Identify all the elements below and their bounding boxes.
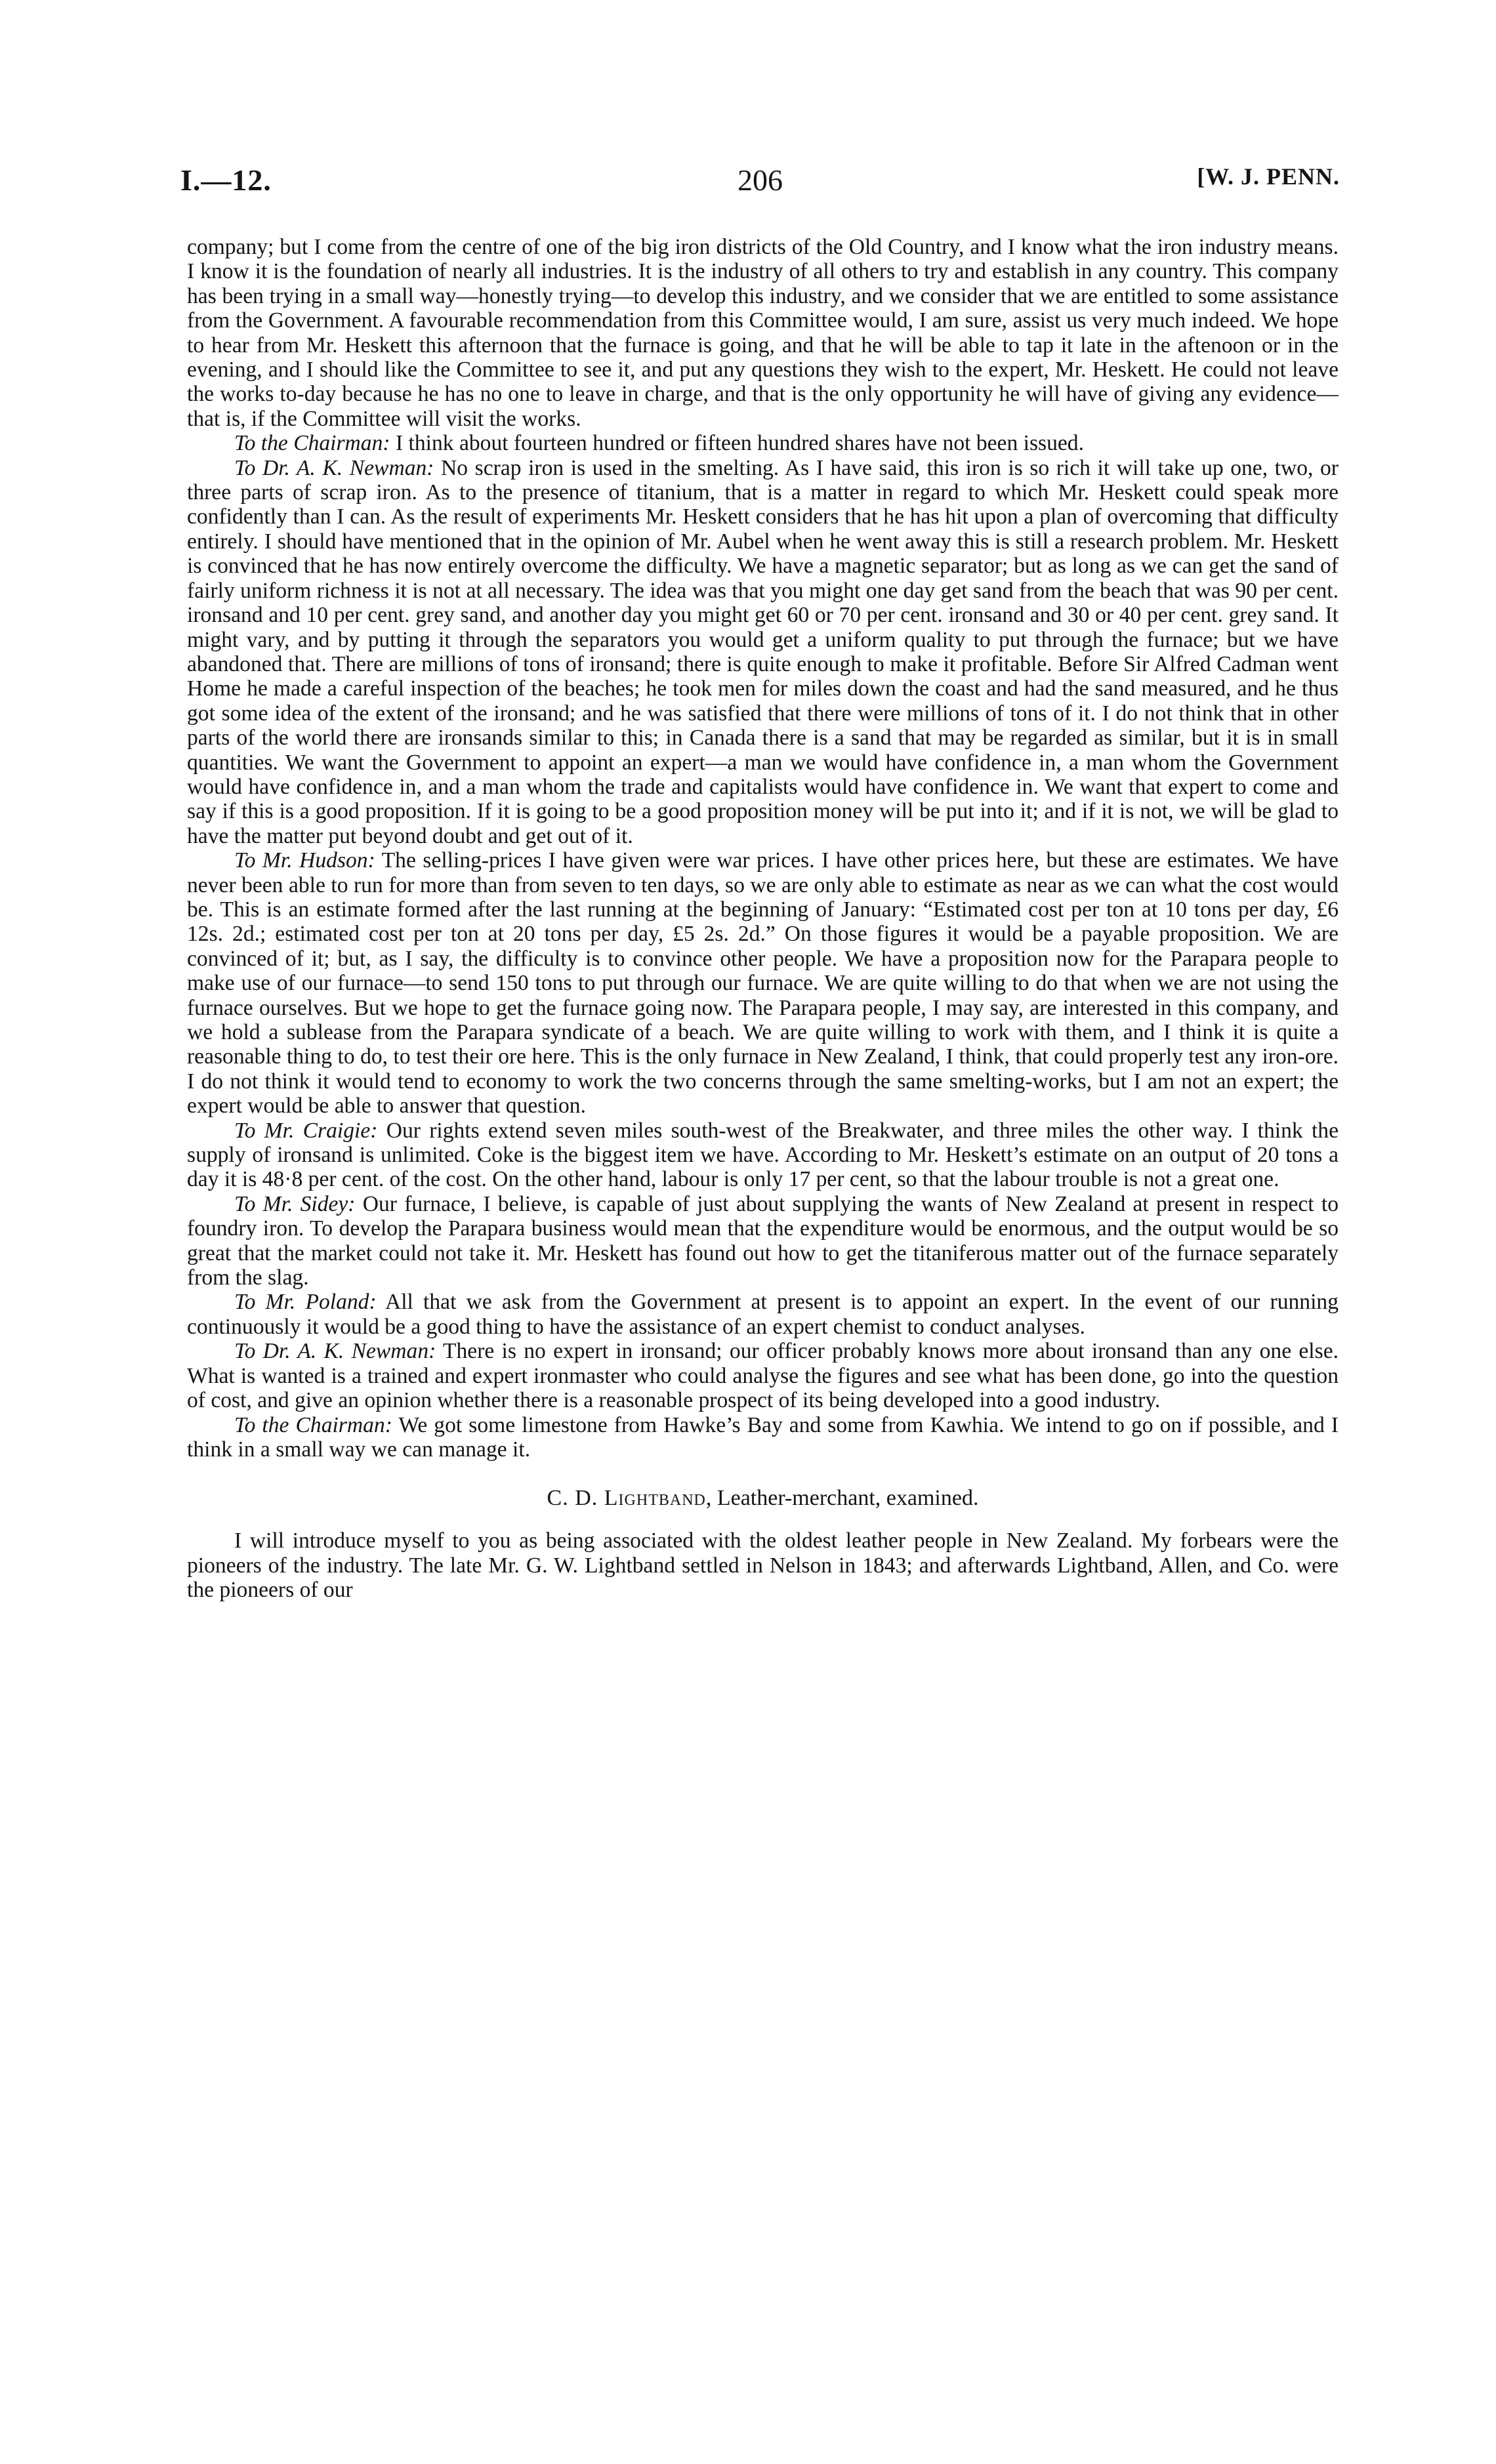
paragraph-text: There is no expert in ironsand; our officer probably knows more about ironsand than any one else. What is wanted is a trained and expert ironmaster who could analyse the figures and see what has been done, go into the question of cost, and give an opinion whether there is a reasonable prospect of its being developed into a good industry. [187,1339,1339,1413]
addressee: To the Chairman: [234,1412,392,1437]
paragraph-text: No scrap iron is used in the smelting. As I have said, this iron is so rich it will take up one, two, or three parts of scrap iron. As to the presence of titanium, that is a matter in regard to which Mr. Heskett could speak more confidently than I can. As the result of experiments Mr. Heskett considers that he has hit upon a plan of overcoming that difficulty entirely. I should have mentioned that in the opinion of Mr. Aubel when he went away this is still a research problem. Mr. Heskett is convinced that he has now entirely overcome the difficulty. We have a magnetic separator; but as long as we can get the sand of fairly uniform richness it is not at all necessary. The idea was that you might one day get sand from the beach that was 90 per cent. ironsand and 10 per cent. grey sand, and another day you might get 60 or 70 per cent. ironsand and 30 or 40 per cent. grey sand. It might vary, and by putting it through the separators you would get a uniform quality to put through the furnace; but we have abandoned that. There are millions of tons of ironsand; there is quite enough to make it profitable. Before Sir Alfred Cadman went Home he made a careful inspection of the beaches; he took men for miles down the coast and had the sand measured, and he thus got some idea of the extent of the ironsand; and he was satisfied that there were millions of tons of it. I do not think that in other parts of the world there are ironsands similar to this; in Canada there is a sand that may be regarded as similar, but it is in small quantities. We want the Government to appoint an expert—a man we would have confidence in, a man whom the Government would have confidence in, and a man whom the trade and capitalists would have confidence in. We want that expert to come and say if this is a good proposition. If it is going to be a good proposition money will be put into it; and if it is not, we will be glad to have the matter put beyond doubt and get out of it. [187,455,1339,848]
addressee: To Dr. A. K. Newman: [234,1339,436,1364]
paragraph-text: Our rights extend seven miles south-west of the Breakwater, and three miles the other way. I think the supply of ironsand is unlimited. Coke is the biggest item we have. According to Mr. Heskett’s estimate on an output of 20 tons a day it is 48·8 per cent. of the cost. On the other hand, labour is only 17 per cent, so that the labour trouble is not a great one. [187,1118,1339,1192]
paragraph-text: Our furnace, I believe, is capable of just about supplying the wants of New Zealand at present in respect to foundry iron. To develop the Parapara business would mean that the expenditure would be enormous, and the output would be so great that the market could not take it. Mr. Heskett has found out how to get the titaniferous matter out of the furnace separately from the slag. [187,1191,1339,1290]
paragraph [187,1119,1339,1192]
paragraph [187,1529,1339,1602]
addressee: To Mr. Poland: [234,1290,377,1315]
page-header [180,163,1340,209]
paragraph-text: All that we ask from the Government at present is to appoint an expert. In the event of our running continuously it would be a good thing to have the assistance of an expert chemist to conduct analyses. [187,1290,1339,1339]
paper-reference: I.—12. [180,163,272,197]
paragraph-text: I will introduce myself to you as being associated with the oldest leather people in New Zealand. My forbears were the pioneers of the industry. The late Mr. G. W. Lightband settled in Nelson in 1843; and afterwards Lightband, Allen, and Co. were the pioneers of our [187,1529,1339,1603]
witness-role: , Leather-merchant, examined. [705,1486,979,1511]
page-body [187,235,1339,1603]
paragraph-text: company; but I come from the centre of one of the big iron districts of the Old Country, and I know what the iron industry means. I know it is the foundation of nearly all industries. It is the industry of all others to try and establish in any country. This company has been trying in a small way—honestly trying—to develop this industry, and we consider that we are entitled to some assistance from the Government. A favourable recommendation from this Committee would, I am sure, assist us very much indeed. We hope to hear from Mr. Heskett this afternoon that the furnace is going, and that he will be able to tap it late in the aftenoon or in the evening, and I should like the Committee to see it, and put any questions they wish to the expert, Mr. Heskett. He could not leave the works to-day because he has no one to leave in charge, and that is the only opportunity he will have of giving any evidence—that is, if the Committee will visit the works. [187,235,1339,431]
witness-running-head: [W. J. PENN. [1197,163,1340,190]
page-number: 206 [738,163,783,197]
paragraph [187,1192,1339,1290]
paragraph [187,1290,1339,1339]
paragraph [187,235,1339,431]
witness-heading [187,1485,1339,1511]
addressee: To Mr. Hudson: [234,848,375,873]
addressee: To Mr. Sidey: [234,1191,356,1216]
paragraph [187,1413,1339,1462]
paragraph [187,1339,1339,1412]
addressee: To the Chairman: [234,431,390,456]
paragraph-text: We got some limestone from Hawke’s Bay and some from Kawhia. We intend to go on if possible, and I think in a small way we can manage it. [187,1412,1339,1462]
paragraph-text: I think about fourteen hundred or fifteen hundred shares have not been issued. [395,431,1084,456]
paragraph [187,848,1339,1118]
addressee: To Mr. Craigie: [234,1118,378,1143]
paragraph-text: The selling-prices I have given were war prices. I have other prices here, but these are estimates. We have never been able to run for more than from seven to ten days, so we are only able to estimate as near as we can what the cost would be. This is an estimate formed after the last running at the beginning of January: “Estimated cost per ton at 10 tons per day, £6 12s. 2d.; estimated cost per ton at 20 tons per day, £5 2s. 2d.” On those figures it would be a payable proposition. We are convinced of it; but, as I say, the difficulty is to convince other people. We have a proposition now for the Parapara people to make use of our furnace—to send 150 tons to put through our furnace. We are quite willing to do that when we are not using the furnace ourselves. But we hope to get the furnace going now. The Parapara people, I may say, are interested in this company, and we hold a sublease from the Parapara syndicate of a beach. We are quite willing to work with them, and I think it is quite a reasonable thing to do, to test their ore here. This is the only furnace in New Zealand, I think, that could properly test any iron-ore. I do not think it would tend to economy to work the two concerns through the same smelting-works, but I am not an expert; the expert would be able to answer that question. [187,848,1339,1119]
witness-name: C. D. Lightband [547,1486,706,1511]
paragraph [187,456,1339,849]
addressee: To Dr. A. K. Newman: [234,455,434,480]
paragraph [187,431,1339,455]
